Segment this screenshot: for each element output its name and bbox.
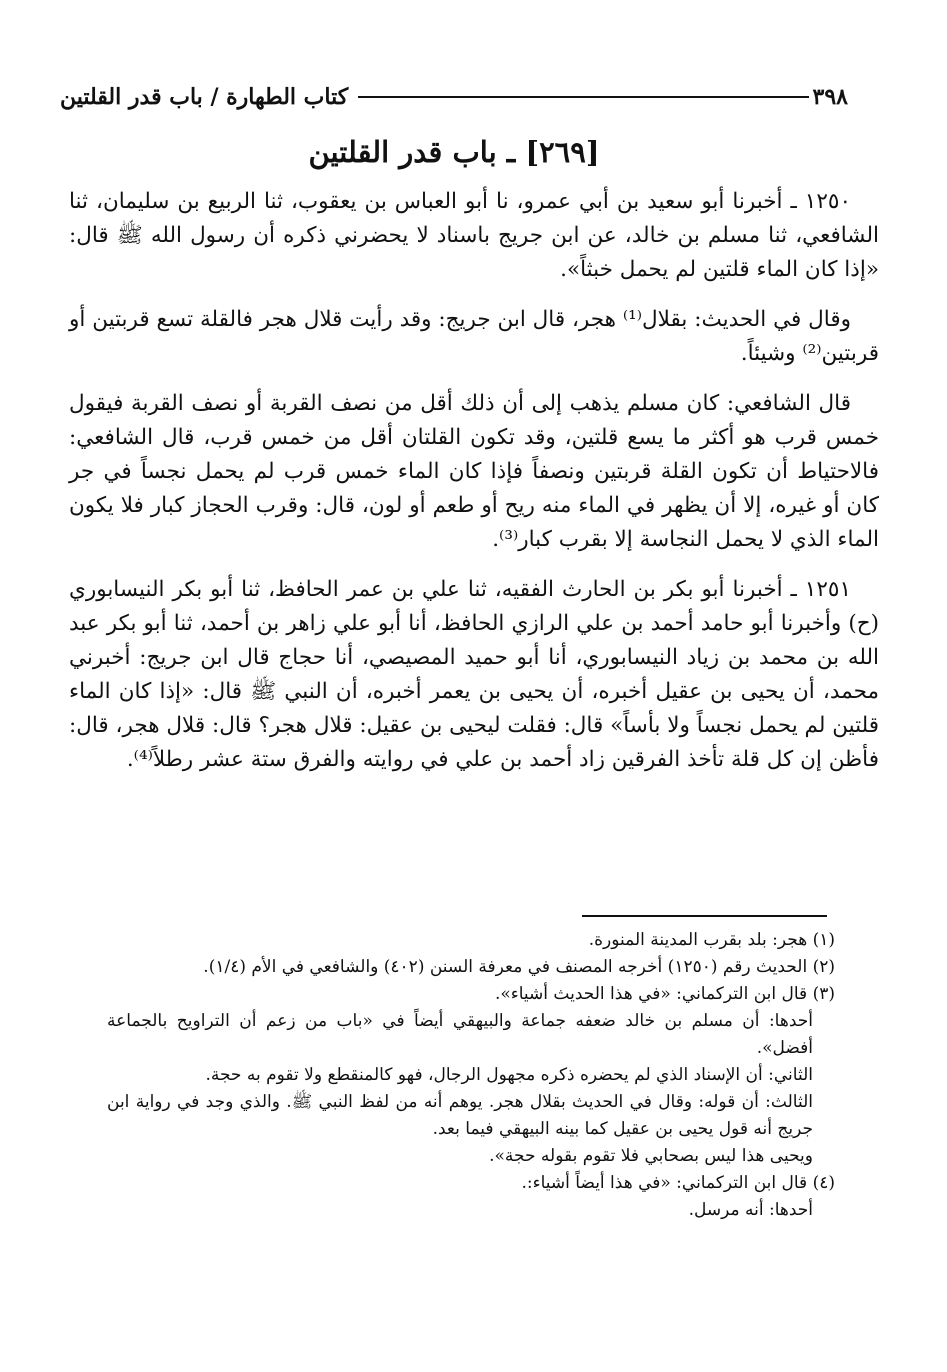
paragraph-hadith-1251: ١٢٥١ ـ أخبرنا أبو بكر بن الحارث الفقيه، ثنا علي بن عمر الحافظ، ثنا أبو بكر النيسابوري (ح) وأخبرنا أبو حامد أحمد بن علي الرازي الحافظ، أنا أبو علي زاهر بن أحمد، ثنا أبو بكر عبد الله بن محمد بن زياد النيسابوري، أنا أبو حميد المصيصي، أنا حجاج قال ابن جريج: أخبرني محمد، أن يحيى بن عقيل أخبره، أن يحيى بن يعمر أخبره، أن النبي ﷺ قال: «إذا كان الماء قلتين لم يحمل نجساً ولا بأساً» قال: فقلت ليحيى بن عقيل: قلال هجر؟ قال: قلال هجر، قال: فأظن إن كل قلة تأخذ الفرقين زاد أحمد بن علي في روايته والفرق ستة عشر رطلاً⁽⁴⁾. <box>69 577 879 772</box>
footnote-separator <box>582 915 827 917</box>
footnote-3-point-3: الثالث: أن قوله: وقال في الحديث بقلال هجر. يوهم أنه من لفظ النبي ﷺ. والذي وجد في رواية ابن جريج أنه قول يحيى بن عقيل كما بينه البيهقي فيما بعد. <box>107 1092 813 1139</box>
main-text <box>69 185 879 793</box>
paragraph-hadith-1250: ١٢٥٠ ـ أخبرنا أبو سعيد بن أبي عمرو، نا أبو العباس بن يعقوب، ثنا الربيع بن سليمان، ثنا الشافعي، ثنا مسلم بن خالد، عن ابن جريج باسناد لا يحضرني ذكره أن رسول الله ﷺ قال: «إذا كان الماء قلتين لم يحمل خبثاً». <box>69 189 879 282</box>
footnote-1: (١) هجر: بلد بقرب المدينة المنورة. <box>588 930 835 950</box>
running-title: كتاب الطهارة / باب قدر القلتين <box>60 84 349 110</box>
footnote-4: (٤) قال ابن التركماني: «في هذا أيضاً أشياء:. <box>521 1173 835 1193</box>
footnote-3-point-1: أحدها: أن مسلم بن خالد ضعفه جماعة والبيهقي أيضاً في «باب من زعم أن التراويح بالجماعة أفضل». <box>107 1011 813 1058</box>
paragraph-qilal-hajar: وقال في الحديث: بقلال⁽¹⁾ هجر، قال ابن جريج: وقد رأيت قلال هجر فالقلة تسع قربتين أو قربتين⁽²⁾ وشيئاً. <box>69 307 879 366</box>
footnotes <box>107 927 835 1224</box>
footnote-3-closing: ويحيى هذا ليس بصحابي فلا تقوم بقوله حجة». <box>489 1146 813 1166</box>
chapter-title: [٢٦٩] ـ باب قدر القلتين <box>308 135 600 169</box>
footnote-4-point-1: أحدها: أنه مرسل. <box>688 1200 813 1220</box>
page-number: ٣٩٨ <box>812 84 848 110</box>
footnote-3: (٣) قال ابن التركماني: «في هذا الحديث أشياء». <box>494 984 835 1004</box>
header-rule <box>358 96 808 98</box>
paragraph-shafii: قال الشافعي: كان مسلم يذهب إلى أن ذلك أقل من نصف القربة أو نصف القربة فيقول خمس قرب هو أكثر ما يسع قلتين، وقد تكون القلتان أقل من خمس قرب، قال الشافعي: فالاحتياط أن تكون القلة قربتين ونصفاً فإذا كان الماء خمس قرب لم يحمل نجساً في جر كان أو غيره، إلا أن يظهر في الماء منه ريح أو طعم أو لون، قال: وقرب الحجاز كبار فلا يكون الماء الذي لا يحمل النجاسة إلا بقرب كبار⁽³⁾. <box>69 391 879 552</box>
footnote-3-point-2: الثاني: أن الإسناد الذي لم يحضره ذكره مجهول الرجال، فهو كالمنقطع ولا تقوم به حجة. <box>205 1065 813 1085</box>
footnote-2: (٢) الحديث رقم (١٢٥٠) أخرجه المصنف في معرفة السنن (٤٠٢) والشافعي في الأم (١/٤). <box>203 957 835 977</box>
running-header <box>60 76 848 110</box>
